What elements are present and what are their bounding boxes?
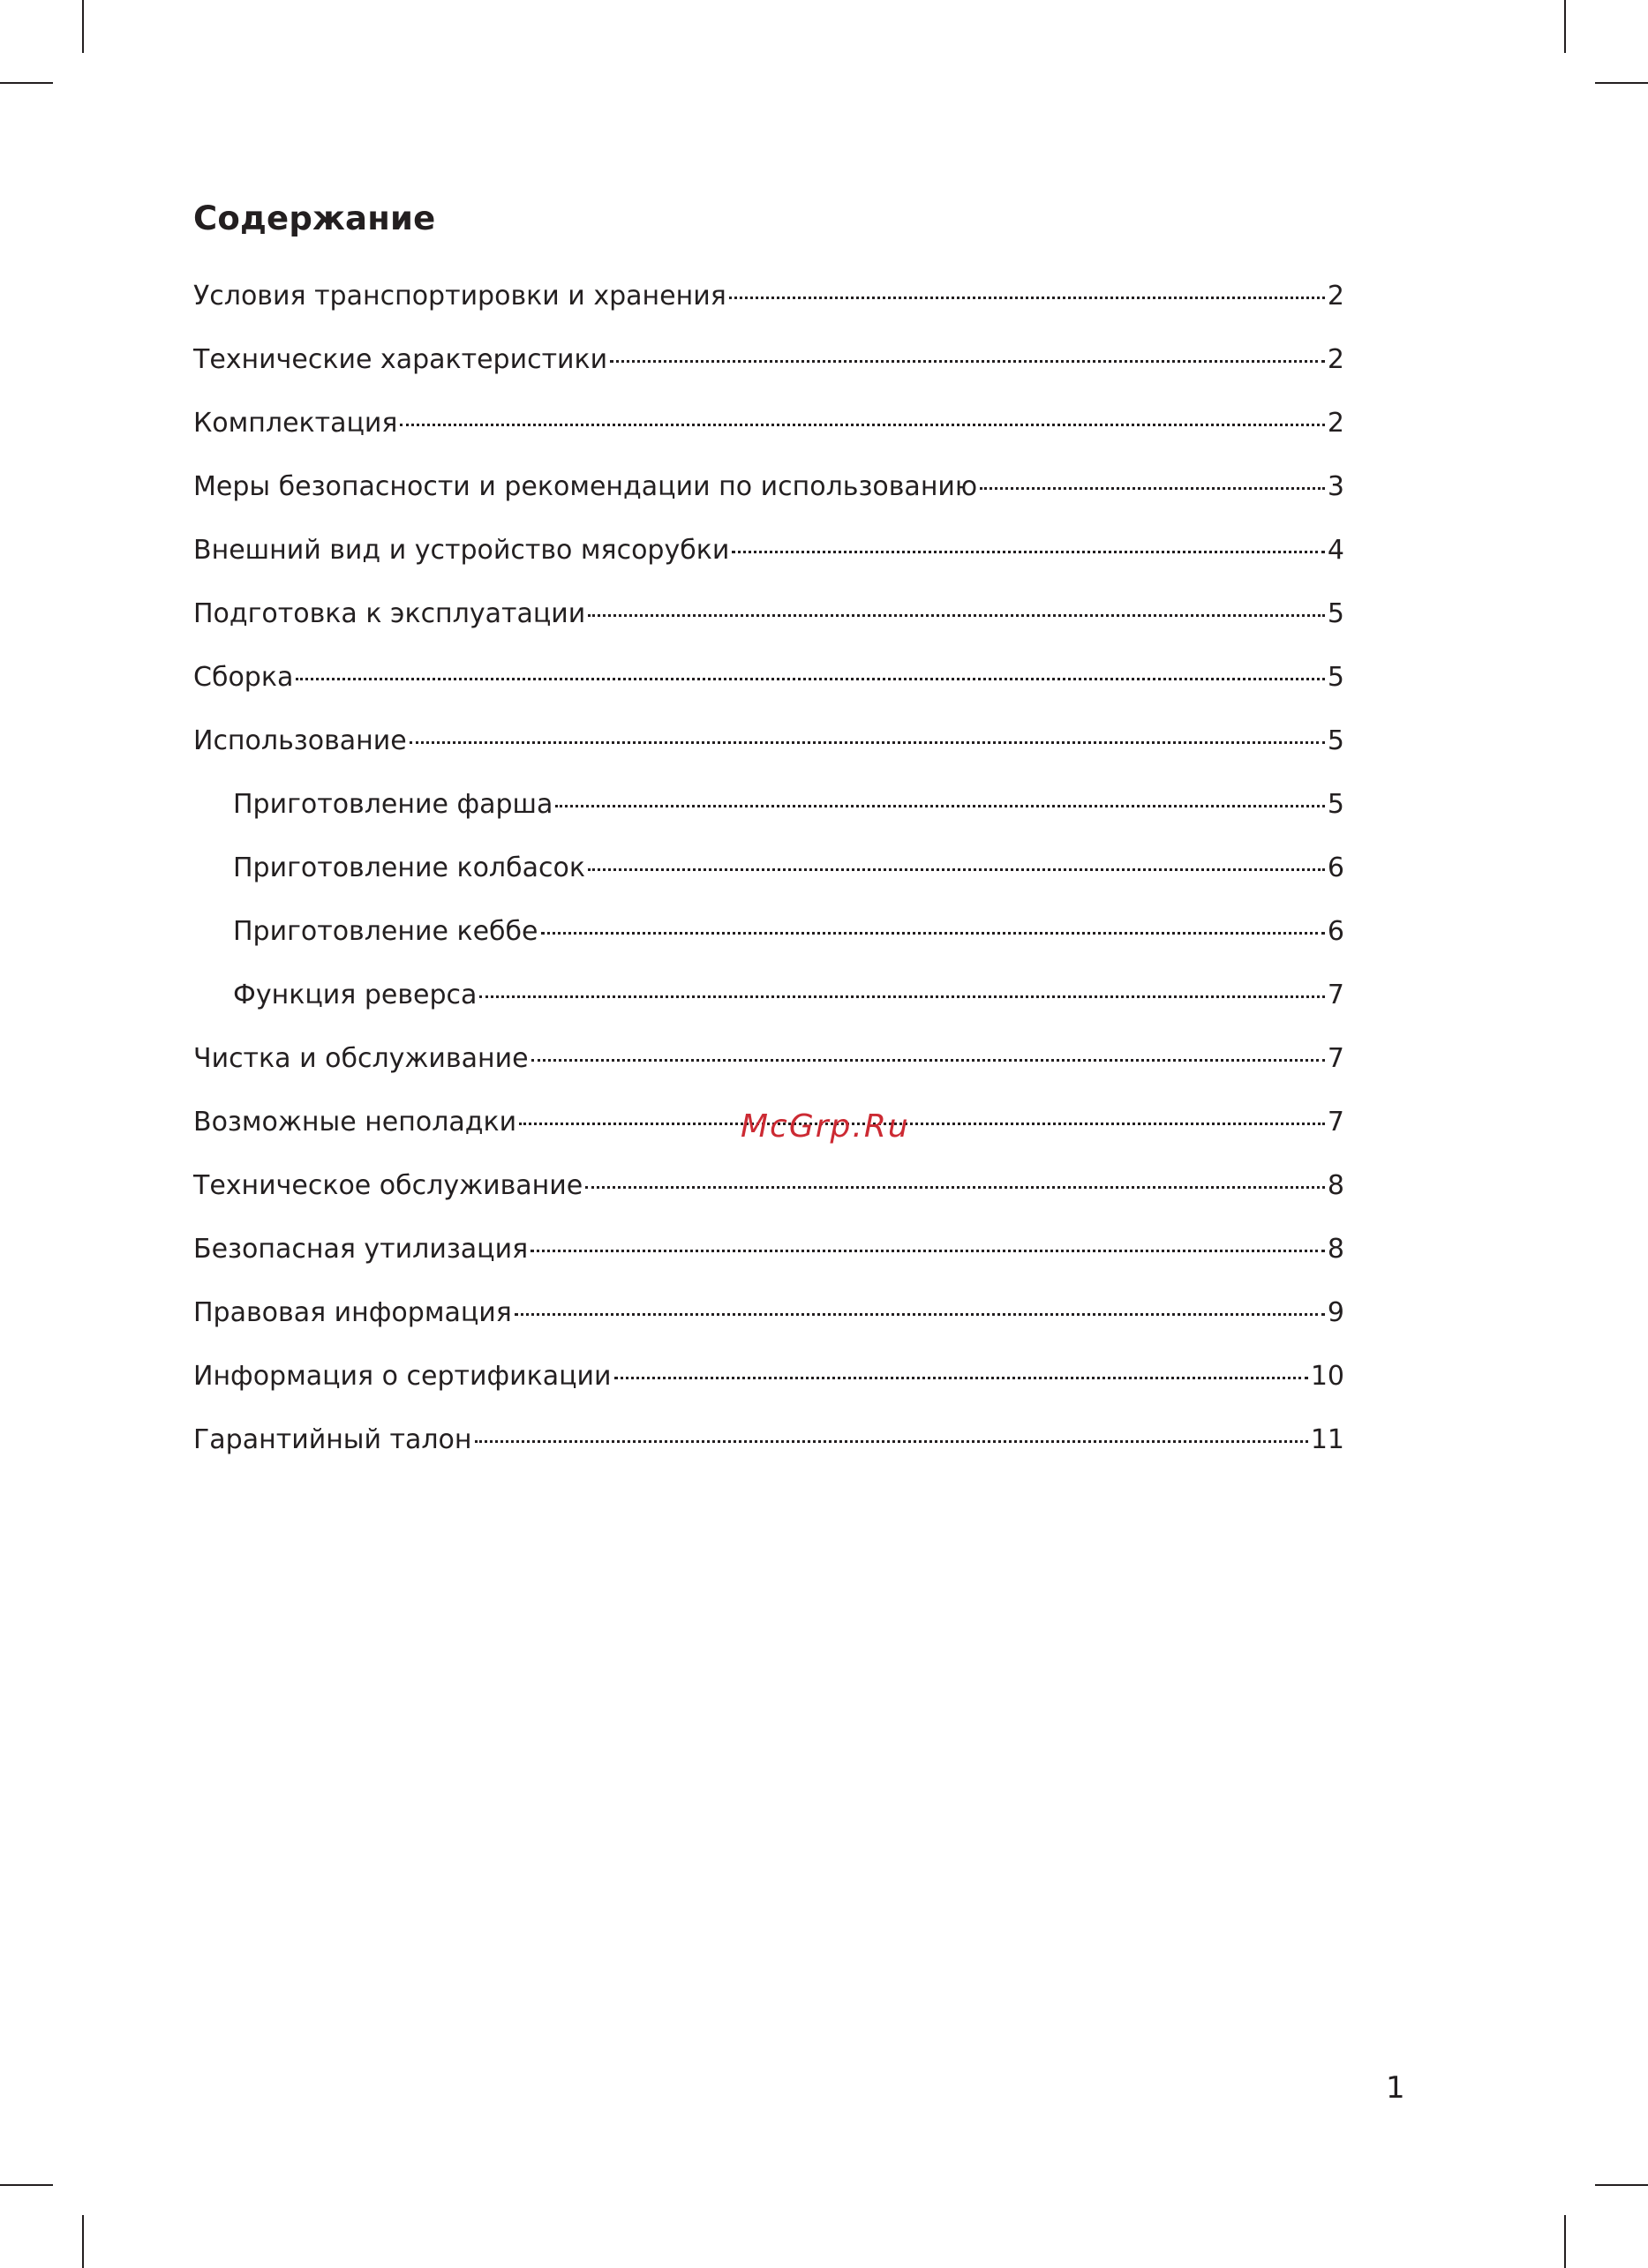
toc-dot-leader	[588, 613, 1325, 617]
toc-entry[interactable]	[193, 265, 1344, 328]
crop-mark-top-right-vertical	[1564, 0, 1566, 53]
toc-entry[interactable]	[193, 1408, 1344, 1472]
toc-entry-label: Условия транспортировки и хранения	[193, 281, 726, 312]
toc-entry-page: 8	[1327, 1170, 1344, 1201]
toc-entry-page: 7	[1327, 1043, 1344, 1074]
page-title: Содержание	[193, 199, 436, 237]
toc-entry-label: Использование	[193, 725, 407, 756]
toc-entry-label: Подготовка к эксплуатации	[193, 598, 586, 629]
toc-entry-page: 9	[1327, 1297, 1344, 1328]
toc-entry-page: 2	[1327, 344, 1344, 375]
toc-entry[interactable]	[193, 837, 1344, 900]
toc-entry-page: 6	[1327, 852, 1344, 883]
toc-dot-leader	[475, 1439, 1308, 1443]
toc-entry-label: Приготовление кеббе	[233, 916, 538, 947]
toc-entry-page: 10	[1310, 1361, 1344, 1392]
toc-entry-label: Чистка и обслуживание	[193, 1043, 529, 1074]
toc-entry-label: Технические характеристики	[193, 344, 608, 375]
toc-entry-page: 5	[1327, 598, 1344, 629]
toc-entry-page: 8	[1327, 1234, 1344, 1265]
toc-entry-page: 7	[1327, 980, 1344, 1010]
toc-dot-leader	[400, 423, 1324, 426]
toc-entry-label: Правовая информация	[193, 1297, 512, 1328]
toc-entry-page: 3	[1327, 471, 1344, 502]
toc-entry[interactable]	[193, 455, 1344, 519]
toc-entry-label: Комплектация	[193, 408, 398, 439]
toc-dot-leader	[610, 359, 1325, 363]
toc-entry-page: 2	[1327, 281, 1344, 312]
toc-entry-label: Внешний вид и устройство мясорубки	[193, 535, 730, 566]
toc-entry[interactable]	[193, 1218, 1344, 1281]
toc-entry[interactable]	[193, 710, 1344, 773]
toc-entry-label: Информация о сертификации	[193, 1361, 612, 1392]
toc-dot-leader	[729, 296, 1325, 299]
toc-entry[interactable]	[193, 519, 1344, 582]
toc-dot-leader	[479, 995, 1325, 998]
crop-mark-bottom-left-vertical	[82, 2215, 84, 2268]
toc-entry[interactable]	[193, 646, 1344, 710]
toc-entry[interactable]	[193, 964, 1344, 1027]
toc-entry-page: 7	[1327, 1107, 1344, 1138]
toc-entry-label: Безопасная утилизация	[193, 1234, 529, 1265]
toc-dot-leader	[515, 1312, 1325, 1316]
toc-entry-label: Приготовление колбасок	[233, 852, 585, 883]
crop-mark-top-left-horizontal	[0, 82, 53, 84]
toc-entry[interactable]	[193, 392, 1344, 455]
toc-entry-page: 5	[1327, 662, 1344, 693]
toc-entry-label: Гарантийный талон	[193, 1424, 472, 1455]
toc-entry[interactable]	[193, 773, 1344, 837]
toc-dot-leader	[531, 1058, 1325, 1062]
toc-dot-leader	[588, 867, 1325, 871]
toc-dot-leader	[614, 1376, 1308, 1379]
toc-entry-page: 11	[1310, 1424, 1344, 1455]
toc-dot-leader	[541, 931, 1325, 935]
crop-mark-top-right-horizontal	[1595, 82, 1648, 84]
toc-entry-label: Меры безопасности и рекомендации по использованию	[193, 471, 978, 502]
table-of-contents	[193, 265, 1344, 1472]
toc-dot-leader	[555, 804, 1325, 807]
toc-entry[interactable]	[193, 1154, 1344, 1218]
toc-dot-leader	[585, 1185, 1325, 1189]
toc-entry-page: 5	[1327, 725, 1344, 756]
page-number: 1	[1386, 2070, 1405, 2106]
toc-entry-page: 5	[1327, 789, 1344, 820]
toc-dot-leader	[519, 1122, 1325, 1125]
crop-mark-bottom-right-horizontal	[1595, 2184, 1648, 2186]
toc-entry[interactable]	[193, 900, 1344, 964]
toc-entry-label: Сборка	[193, 662, 294, 693]
toc-entry-page: 2	[1327, 408, 1344, 439]
toc-entry-page: 4	[1327, 535, 1344, 566]
toc-dot-leader	[410, 740, 1325, 744]
crop-mark-bottom-left-horizontal	[0, 2184, 53, 2186]
toc-entry-label: Приготовление фарша	[233, 789, 553, 820]
toc-entry[interactable]	[193, 1027, 1344, 1091]
toc-entry[interactable]	[193, 1281, 1344, 1345]
toc-entry[interactable]	[193, 328, 1344, 392]
toc-entry-page: 6	[1327, 916, 1344, 947]
toc-entry-label: Функция реверса	[233, 980, 478, 1010]
toc-entry[interactable]	[193, 1345, 1344, 1408]
watermark: McGrp.Ru	[741, 1108, 910, 1145]
toc-entry[interactable]	[193, 582, 1344, 646]
toc-entry-label: Возможные неполадки	[193, 1107, 517, 1138]
toc-dot-leader	[980, 486, 1325, 490]
toc-dot-leader	[296, 677, 1325, 680]
crop-mark-bottom-right-vertical	[1564, 2215, 1566, 2268]
toc-dot-leader	[732, 550, 1325, 553]
crop-mark-top-left-vertical	[82, 0, 84, 53]
toc-entry-label: Техническое обслуживание	[193, 1170, 583, 1201]
toc-dot-leader	[531, 1249, 1325, 1252]
